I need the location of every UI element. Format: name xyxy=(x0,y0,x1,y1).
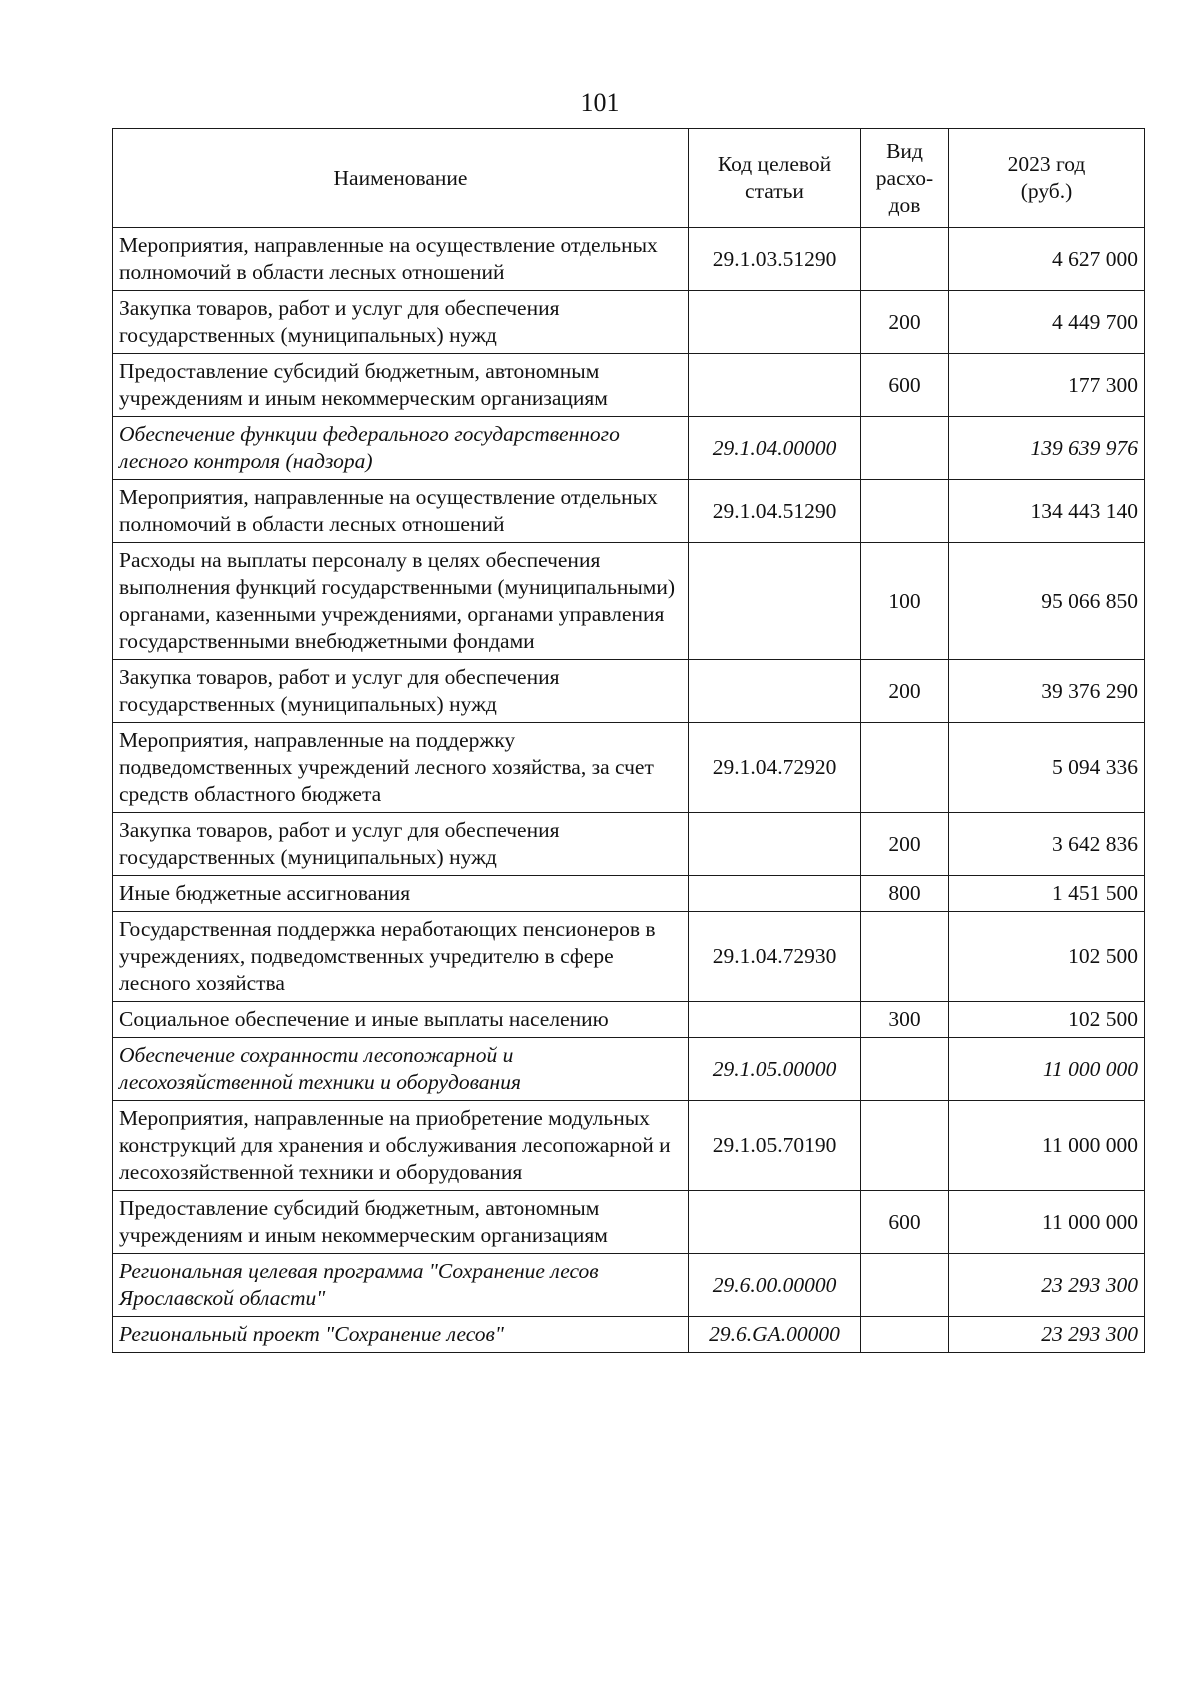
row-code-cell xyxy=(689,876,861,912)
row-type-cell xyxy=(861,228,949,291)
row-type-cell: 200 xyxy=(861,660,949,723)
row-code-cell xyxy=(689,813,861,876)
row-code-cell xyxy=(689,1191,861,1254)
table-row xyxy=(113,1191,1145,1254)
row-name-cell: Мероприятия, направленные на поддержку подведомственных учреждений лесного хозяйства, за счет средств областного бюджета xyxy=(113,723,689,813)
table-row xyxy=(113,354,1145,417)
row-amount-cell: 95 066 850 xyxy=(949,543,1145,660)
row-amount-cell: 177 300 xyxy=(949,354,1145,417)
table-row xyxy=(113,543,1145,660)
page-number: 101 xyxy=(580,88,620,117)
row-code-cell: 29.1.04.72930 xyxy=(689,912,861,1002)
row-type-cell: 600 xyxy=(861,354,949,417)
row-name-cell: Региональный проект "Сохранение лесов" xyxy=(113,1317,689,1353)
table-row xyxy=(113,417,1145,480)
row-amount-cell: 5 094 336 xyxy=(949,723,1145,813)
row-type-cell xyxy=(861,1101,949,1191)
row-name-cell: Мероприятия, направленные на осуществление отдельных полномочий в области лесных отношений xyxy=(113,228,689,291)
row-type-cell: 200 xyxy=(861,291,949,354)
row-code-cell xyxy=(689,291,861,354)
row-type-cell: 200 xyxy=(861,813,949,876)
row-amount-cell: 23 293 300 xyxy=(949,1254,1145,1317)
row-type-cell xyxy=(861,1038,949,1101)
budget-table xyxy=(112,128,1145,1353)
table-row xyxy=(113,228,1145,291)
row-amount-cell: 134 443 140 xyxy=(949,480,1145,543)
row-amount-cell: 102 500 xyxy=(949,1002,1145,1038)
row-code-cell xyxy=(689,354,861,417)
row-code-cell xyxy=(689,543,861,660)
row-name-cell: Обеспечение сохранности лесопожарной и лесохозяйственной техники и оборудования xyxy=(113,1038,689,1101)
row-name-cell: Мероприятия, направленные на приобретение модульных конструкций для хранения и обслуживания лесопожарной и лесохозяйственной техники и оборудования xyxy=(113,1101,689,1191)
table-row xyxy=(113,876,1145,912)
row-amount-cell: 4 627 000 xyxy=(949,228,1145,291)
row-type-cell: 300 xyxy=(861,1002,949,1038)
row-amount-cell: 11 000 000 xyxy=(949,1101,1145,1191)
row-name-cell: Предоставление субсидий бюджетным, автономным учреждениям и иным некоммерческим организациям xyxy=(113,354,689,417)
row-type-cell: 100 xyxy=(861,543,949,660)
row-code-cell xyxy=(689,1002,861,1038)
row-amount-cell: 102 500 xyxy=(949,912,1145,1002)
row-name-cell: Обеспечение функции федерального государственного лесного контроля (надзора) xyxy=(113,417,689,480)
row-amount-cell: 11 000 000 xyxy=(949,1038,1145,1101)
row-code-cell: 29.1.04.00000 xyxy=(689,417,861,480)
row-amount-cell: 3 642 836 xyxy=(949,813,1145,876)
row-type-cell xyxy=(861,1317,949,1353)
row-name-cell: Мероприятия, направленные на осуществление отдельных полномочий в области лесных отношений xyxy=(113,480,689,543)
row-amount-cell: 23 293 300 xyxy=(949,1317,1145,1353)
table-row xyxy=(113,813,1145,876)
row-type-cell xyxy=(861,480,949,543)
row-type-cell: 600 xyxy=(861,1191,949,1254)
row-name-cell: Региональная целевая программа "Сохранение лесов Ярославской области" xyxy=(113,1254,689,1317)
row-code-cell: 29.6.GA.00000 xyxy=(689,1317,861,1353)
header-type: Вид расхо- дов xyxy=(861,129,949,228)
table-row xyxy=(113,660,1145,723)
row-type-cell xyxy=(861,912,949,1002)
row-code-cell: 29.1.03.51290 xyxy=(689,228,861,291)
table-row xyxy=(113,480,1145,543)
table-row xyxy=(113,1101,1145,1191)
row-code-cell: 29.1.05.70190 xyxy=(689,1101,861,1191)
row-code-cell: 29.1.04.72920 xyxy=(689,723,861,813)
row-code-cell: 29.1.04.51290 xyxy=(689,480,861,543)
row-type-cell xyxy=(861,417,949,480)
row-amount-cell: 1 451 500 xyxy=(949,876,1145,912)
table-row xyxy=(113,912,1145,1002)
table-header-row xyxy=(113,129,1145,228)
row-name-cell: Предоставление субсидий бюджетным, автономным учреждениям и иным некоммерческим организациям xyxy=(113,1191,689,1254)
row-amount-cell: 4 449 700 xyxy=(949,291,1145,354)
row-type-cell xyxy=(861,723,949,813)
row-name-cell: Закупка товаров, работ и услуг для обеспечения государственных (муниципальных) нужд xyxy=(113,291,689,354)
table-row xyxy=(113,723,1145,813)
row-code-cell: 29.6.00.00000 xyxy=(689,1254,861,1317)
row-amount-cell: 11 000 000 xyxy=(949,1191,1145,1254)
row-name-cell: Социальное обеспечение и иные выплаты населению xyxy=(113,1002,689,1038)
row-name-cell: Закупка товаров, работ и услуг для обеспечения государственных (муниципальных) нужд xyxy=(113,660,689,723)
row-name-cell: Закупка товаров, работ и услуг для обеспечения государственных (муниципальных) нужд xyxy=(113,813,689,876)
row-code-cell xyxy=(689,660,861,723)
table-row xyxy=(113,291,1145,354)
table-row xyxy=(113,1038,1145,1101)
table-row xyxy=(113,1317,1145,1353)
row-type-cell xyxy=(861,1254,949,1317)
header-name: Наименование xyxy=(113,129,689,228)
row-name-cell: Иные бюджетные ассигнования xyxy=(113,876,689,912)
row-amount-cell: 139 639 976 xyxy=(949,417,1145,480)
row-name-cell: Расходы на выплаты персоналу в целях обеспечения выполнения функций государственными (муниципальными) органами, казенными учреждениями, органами управления государственными внебюджетными фондами xyxy=(113,543,689,660)
header-amount: 2023 год (руб.) xyxy=(949,129,1145,228)
row-code-cell: 29.1.05.00000 xyxy=(689,1038,861,1101)
row-type-cell: 800 xyxy=(861,876,949,912)
header-code: Код целевой статьи xyxy=(689,129,861,228)
table-row xyxy=(113,1002,1145,1038)
row-name-cell: Государственная поддержка неработающих пенсионеров в учреждениях, подведомственных учредителю в сфере лесного хозяйства xyxy=(113,912,689,1002)
row-amount-cell: 39 376 290 xyxy=(949,660,1145,723)
table-row xyxy=(113,1254,1145,1317)
